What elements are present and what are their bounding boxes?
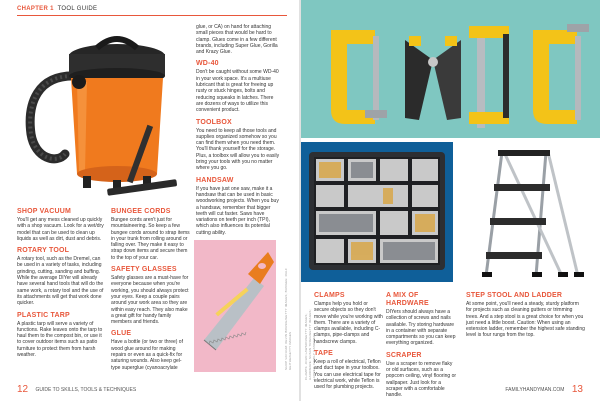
- toolbox-title: TOOLBOX: [196, 118, 232, 126]
- hardware-title: A MIX OF HARDWARE: [386, 292, 429, 307]
- shop-vacuum-title: SHOP VACUUM: [17, 208, 72, 215]
- page-number-left: 12: [17, 384, 29, 395]
- footer-left: [17, 384, 136, 395]
- left-column-1: [17, 208, 105, 363]
- chapter-header: [17, 6, 97, 12]
- clamps-body: Clamps help you hold or secure objects so they don't move while you're working with them. There are a variety of clamps available, including C-clamps, pipe-clamps and handscrew clamps.: [314, 301, 383, 345]
- footer-right: [505, 384, 583, 395]
- safety-glasses-title: SAFETY GLASSES: [111, 266, 177, 274]
- right-column-3: [466, 292, 586, 344]
- left-column-2: [111, 208, 191, 376]
- handsaw-title: HANDSAW: [196, 176, 234, 184]
- page-number-right: 13: [571, 384, 583, 395]
- handsaw-body: If you have just one saw, make it a handsaw that can be used in basic woodworking projects. When you buy a handsaw, remember that bigger teeth will cut faster. Saws have variations on teeth per inch (TPI), which also influences its potential cutting ability.: [196, 185, 279, 236]
- step-stool-photo: [462, 142, 590, 282]
- right-column-2: [386, 292, 458, 401]
- hardware-photo: [301, 142, 453, 282]
- handsaw-photo: [194, 240, 276, 372]
- glue-body: Have a bottle (or two or three) of wood glue around for making repairs or even as a quick-fix for saturing wounds. Also keep gel-type superglue (cyanoacrylate: [111, 339, 183, 371]
- plastic-tarp-title: PLASTIC TARP: [17, 311, 70, 319]
- step-stool-title: STEP STOOL AND LADDER: [466, 292, 563, 299]
- safety-glasses-body: Safety glasses are a must-have for everyone because when you're working, you should always protect your eyes. Keep a couple pairs around your work area so they are within easy reach. They also make a great gift for handy family members and friends.: [111, 275, 189, 326]
- wd40-title: WD-40: [196, 60, 219, 68]
- photo-credit-left: SHOP VACUUM: KEVIN BRUSIE/GETTY IMAGES; BUNGEE: RALF GEITHE/GETTY IMAGES: [284, 267, 292, 370]
- bungee-cords-body: Bungee cords aren't just for mountaineering. So keep a few bungee cords around to strap items in your trunk from rolling around or falling over. They make it easy to strap down items and secure them to the top of your car.: [111, 217, 190, 261]
- website-url: FAMILYHANDYMAN.COM: [505, 386, 565, 393]
- hardware-body: DIYers should always have a collection of screws and nails available. Try storing hardware in a container with separate compartments so you can keep everything organized.: [386, 309, 456, 347]
- section-label: TOOL GUIDE: [57, 6, 98, 12]
- glue-title: GLUE: [111, 330, 132, 338]
- shop-vacuum-photo: [17, 24, 187, 202]
- shop-vacuum-body: You'll get any mess cleaned up quickly with a shop vacuum. Look for a wet/dry model that can be used to clean up liquids as well as dirt, dust and debris.: [17, 217, 104, 242]
- step-stool-body: At some point, you'll need a steady, sturdy platform for projects such as cleaning gutters or trimming trees. And a step stool is a great choice for when you just need a little boost. Caution: When using an extension ladder, remember the highest safe standing level is four rungs from the top.: [466, 301, 585, 339]
- rotary-tool-title: ROTARY TOOL: [17, 247, 70, 255]
- wd40-body: Don't be caught without some WD-40 in your work space. It's a multiuse lubricant that is great for freeing up rusty or stuck hinges, bolts and reducing squeaks in latches. There are dozens of ways to utilize this convenient product.: [196, 69, 279, 114]
- chapter-label: CHAPTER 1: [17, 6, 54, 12]
- glue-body-continued: glue, or CA) on hand for attaching small pieces that would be hard to clamp. Glues come in a few different brands, including Super Glue, Gorilla and Krazy Glue.: [196, 24, 278, 56]
- tape-title: TAPE: [314, 350, 333, 358]
- header-rule: [17, 15, 287, 16]
- scraper-title: SCRAPER: [386, 351, 422, 359]
- scraper-body: Use a scraper to remove flaky or old surfaces, such as a popcorn ceiling, vinyl flooring or wallpaper. Just look for a scraper with a comfortable handle.: [386, 360, 457, 399]
- bungee-cords-title: BUNGEE CORDS: [111, 208, 171, 215]
- clamps-photo: [301, 0, 600, 138]
- plastic-tarp-body: A plastic tarp will serve a variety of functions. Rake leaves onto the tarp to haul them to the compost bin, or use it to cover outdoor items such as patio furniture to protect them from harsh weather.: [17, 320, 103, 359]
- photo-credit-right: CLAMPS: JOHN LAWSON/GETTY IMAGES; HARDWARE: SUSAN TRIGG/GETTY IMAGES; LADDER: FAMILY HANDYMAN: [304, 309, 316, 380]
- book-title: GUIDE TO SKILLS, TOOLS & TECHNIQUES: [35, 386, 137, 393]
- toolbox-body: You need to keep all those tools and supplies organized somehow so you can find them when you need them. You'll thank yourself for the storage. Plus, a toolbox will allow you to easily bring your tools with you no matter where you go.: [196, 127, 280, 172]
- left-column-3: [196, 24, 282, 241]
- rotary-tool-body: A rotary tool, such as the Dremel, can be used in a variety of tasks, including grinding, cutting, sanding and buffing. While the average DIYer will already have several hand tools that will do the same work, a rotary tool and the use of its attachments will get that work done quicker.: [17, 256, 104, 307]
- clamps-title: CLAMPS: [314, 292, 345, 299]
- tape-body: Keep a roll of electrical, Teflon and duct tape in your toolbox. You can use electrical tape for electrical work, while Teflon is used for plumbing projects.: [314, 359, 381, 391]
- right-column-1: [314, 292, 384, 396]
